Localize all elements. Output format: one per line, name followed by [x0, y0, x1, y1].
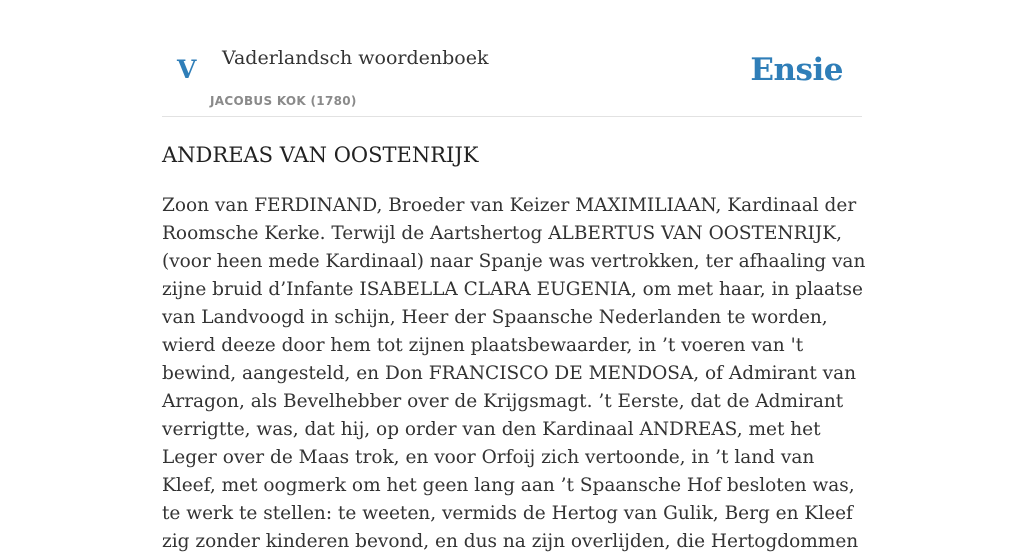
- source-header: [162, 0, 862, 117]
- entry-body: Zoon van FERDINAND, Broeder van Keizer MAXIMILIAAN, Kardinaal der Roomsche Kerke. Terwijl de Aartshertog ALBERTUS VAN OOSTENRIJK, (voor heen mede Kardinaal) naar Spanje was vertrokken, ter afhaaling van zijne bruid d’Infante ISABELLA CLARA EUGENIA, om met haar, in plaatse van Landvoogd in schijn, Heer der Spaansche Nederlanden te worden, wierd deeze door hem tot zijnen plaatsbewaarder, in ’t voeren van 't bewind, aangesteld, en Don FRANCISCO DE MENDOSA, of Admirant van Arragon, als Bevelhebber over de Krijgsmagt. ’t Eerste, dat de Admirant verrigtte, was, dat hij, op order van den Kardinaal ANDREAS, met het Leger over de Maas trok, en voor Orfoij zich vertoonde, in ’t land van Kleef, met oogmerk om het geen lang aan ’t Spaansche Hof besloten was, te werk te stellen: te weeten, vermids de Hertog van Gulik, Berg en Kleef zig zonder kinderen bevond, en dus na zijn overlijden, die Hertogdommen: [162, 195, 866, 552]
- source-author: JACOBUS KOK (1780): [210, 94, 357, 108]
- entry-title: ANDREAS VAN OOSTENRIJK: [162, 143, 479, 167]
- index-letter-link[interactable]: V: [177, 55, 197, 84]
- source-title-link[interactable]: Vaderlandsch woordenboek: [222, 47, 489, 69]
- ensie-logo-link[interactable]: Ensie: [750, 52, 843, 88]
